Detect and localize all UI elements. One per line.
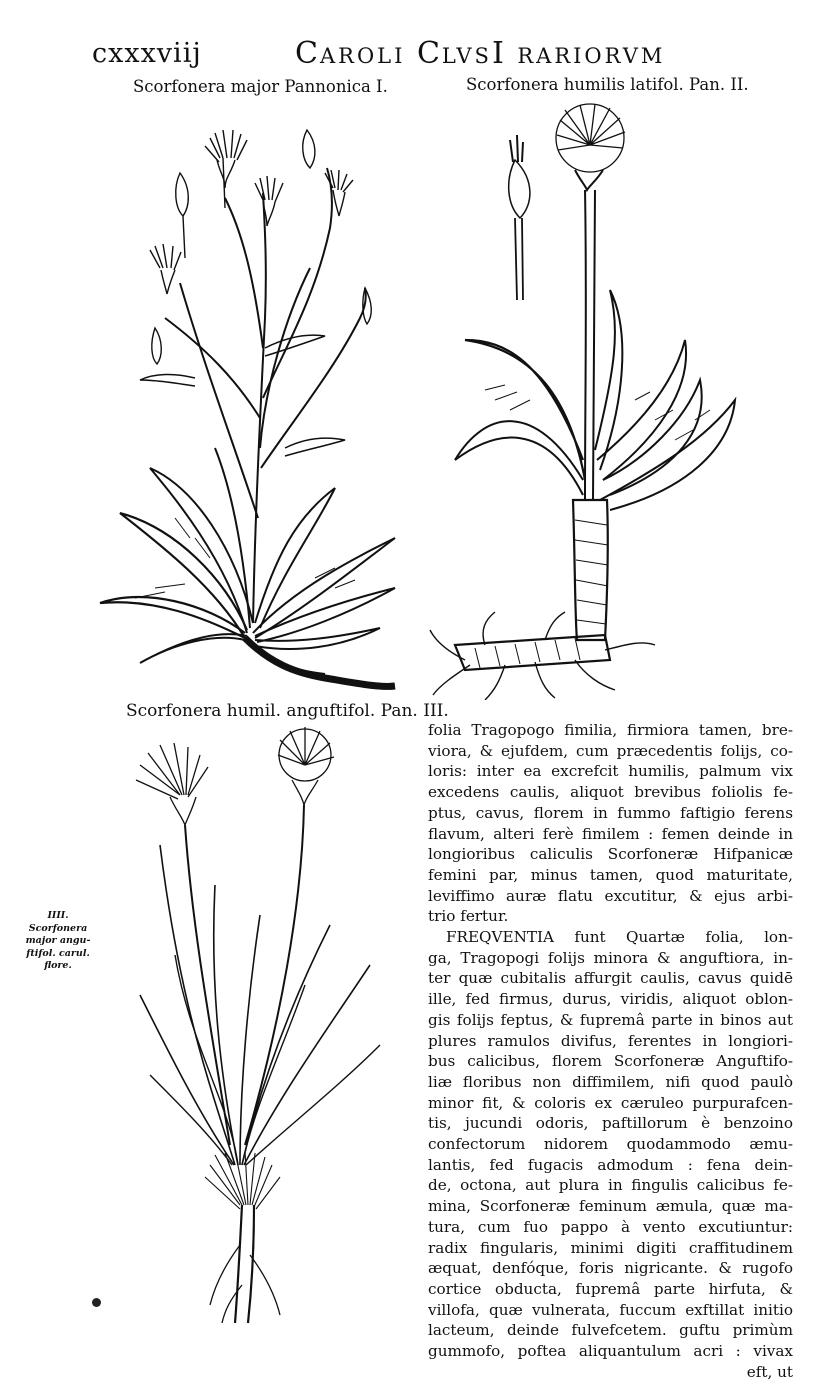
margin-note-line: IIII. xyxy=(47,910,69,921)
text-line: ille, fed firmus, durus, viridis, aliquot oblon- xyxy=(428,990,793,1009)
text-line: confectorum nidorem quodammodo æmu- xyxy=(428,1135,793,1154)
text-line: tis, jucundi odoris, paftillorum è benzoino xyxy=(428,1114,793,1133)
text-line: lacteum, deinde fulvefcetem. guftu primùm xyxy=(428,1321,793,1340)
catchword: eft, ut xyxy=(746,1362,793,1381)
figure-caption-1: Scorfonera major Pannonica I. xyxy=(133,77,388,96)
margin-note-line: major angu- xyxy=(25,935,91,946)
text-line: radix fingularis, minimi digiti craffitudinem xyxy=(428,1238,793,1257)
margin-note xyxy=(22,910,94,973)
text-line: liæ floribus non diffimilem, nifi quod paulò xyxy=(428,1072,793,1091)
margin-note-line: Scorfonera xyxy=(28,922,88,934)
running-head-word: LVS xyxy=(441,44,492,68)
text-line: plures ramulos divifus, ferentes in longiori- xyxy=(428,1031,793,1050)
text-line: minor fit, & coloris ex cæruleo purpurafcen- xyxy=(428,1093,793,1112)
text-line: FREQVENTIA funt Quartæ folia, lon- xyxy=(446,928,793,947)
text-line: trio fertur. xyxy=(428,907,509,926)
running-head-initial: C xyxy=(295,36,320,71)
text-line: gis folijs feptus, & fupremâ parte in binos aut xyxy=(428,1010,793,1029)
text-line: tura, cum fuo pappo à vento excutiuntur: xyxy=(428,1217,793,1236)
text-line: ga, Tragopogi folijs minora & anguftiora, in- xyxy=(428,948,793,967)
text-line: gummofo, poftea aliquantulum acri : vivax xyxy=(428,1342,793,1361)
text-line: excedens caulis, aliquot brevibus foliolis fe- xyxy=(428,783,793,802)
margin-note-line: flore. xyxy=(44,960,72,971)
ink-spot xyxy=(92,1298,101,1307)
text-line: flavum, alteri ferè fimilem : femen deinde in xyxy=(428,824,793,843)
woodcut-illustration-1 xyxy=(95,118,400,698)
text-line: lantis, fed fugacis admodum : fena dein- xyxy=(428,1155,793,1174)
running-head-word: AROLI xyxy=(319,44,406,68)
text-line: ptus, cavus, florem in fummo faftigio ferens xyxy=(428,803,793,822)
figure-caption-2: Scorfonera humilis latifol. Pan. II. xyxy=(466,75,749,94)
woodcut-illustration-2 xyxy=(425,100,755,700)
folio-number: cxxxviij xyxy=(92,38,202,69)
text-line: loris: inter ea excrefcit humilis, palmum vix xyxy=(428,762,793,781)
text-line: de, octona, aut plura in fingulis calicibus fe- xyxy=(428,1176,793,1195)
text-line: villofa, quæ vulnerata, fuccum exftillat initio xyxy=(428,1300,793,1319)
text-line: folia Tragopogo fimilia, firmiora tamen, bre- xyxy=(428,721,793,739)
running-head-word: RARIORVM xyxy=(517,44,666,68)
text-line: ter quæ cubitalis affurgit caulis, cavus quidē xyxy=(428,969,793,988)
text-line: longioribus caliculis Scorfoneræ Hifpanicæ xyxy=(428,845,793,864)
text-line: cortice obducta, fupremâ parte hirfuta, & xyxy=(428,1279,793,1298)
text-line: æquat, denfóque, foris nigricante. & rugofo xyxy=(428,1259,793,1278)
running-head xyxy=(295,36,665,71)
text-line: viora, & ejufdem, cum præcedentis folijs, co- xyxy=(428,741,793,760)
text-line: leviffimo auræ flatu excutitur, & ejus arbi- xyxy=(428,886,793,905)
text-line: femini par, minus tamen, quod maturitate, xyxy=(428,865,793,884)
running-head-initial: C xyxy=(416,36,442,71)
margin-note-line: ftifol. carul. xyxy=(26,947,90,959)
body-text xyxy=(428,720,793,1383)
figure-caption-3: Scorfonera humil. anguftifol. Pan. III. xyxy=(126,701,449,721)
woodcut-illustration-3 xyxy=(130,725,410,1325)
running-head-initial: I xyxy=(491,36,506,71)
text-line: mina, Scorfoneræ feminum æmula, quæ ma- xyxy=(428,1197,793,1216)
text-line: bus calicibus, florem Scorfoneræ Anguftifo- xyxy=(428,1052,793,1071)
